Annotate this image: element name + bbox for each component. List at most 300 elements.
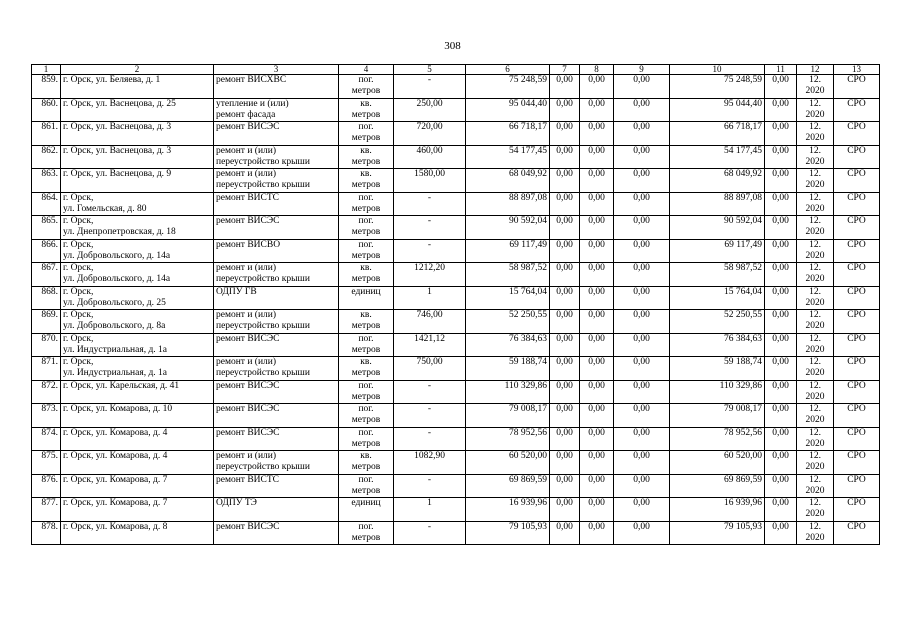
row-number-cell: 861. <box>32 122 61 146</box>
address-cell <box>61 286 214 310</box>
row-number-cell: 864. <box>32 192 61 216</box>
cost-cell: 75 248,59 <box>466 75 550 99</box>
cell-line: ул. Индустриальная, д. 1а <box>63 368 168 378</box>
total-cost-cell: 15 764,04 <box>670 286 765 310</box>
value-cell: 0,00 <box>580 216 614 240</box>
unit-cell <box>339 192 394 216</box>
value-cell: 0,00 <box>550 404 580 428</box>
cell-line: 12. <box>809 451 821 461</box>
cell-line: ремонт и (или) <box>216 357 277 367</box>
value-cell: 0,00 <box>580 310 614 334</box>
cell-line: ремонт и (или) <box>216 145 277 156</box>
cell-line: 2020 <box>805 109 825 120</box>
value-cell: 0,00 <box>765 169 797 193</box>
capital-repair-table <box>31 64 880 545</box>
volume-cell: - <box>394 404 466 428</box>
method-cell: СРО <box>834 498 880 522</box>
value-cell: 0,00 <box>765 75 797 99</box>
work-type-cell <box>214 145 339 169</box>
total-cost-cell: 16 939,96 <box>670 498 765 522</box>
row-number-cell: 868. <box>32 286 61 310</box>
cell-line: ремонт ВИСЭС <box>216 216 280 226</box>
value-cell: 0,00 <box>580 521 614 545</box>
address-cell <box>61 333 214 357</box>
value-cell: 0,00 <box>614 239 670 263</box>
cell-line: ремонт ВИСЭС <box>216 427 280 438</box>
cell-line: метров <box>351 485 381 496</box>
cell-line: г. Орск, <box>63 333 94 344</box>
cell-line: 2020 <box>805 344 825 355</box>
cost-cell: 54 177,45 <box>466 145 550 169</box>
row-number-cell: 872. <box>32 380 61 404</box>
table-row <box>32 380 880 404</box>
method-cell: СРО <box>834 75 880 99</box>
cell-line: 2020 <box>805 156 825 167</box>
value-cell: 0,00 <box>614 521 670 545</box>
term-cell <box>797 216 834 240</box>
unit-cell <box>339 310 394 334</box>
cell-line: пог. <box>358 192 374 203</box>
volume-cell: 1 <box>394 498 466 522</box>
work-type-cell <box>214 75 339 99</box>
cell-line: 12. <box>809 98 821 109</box>
unit-cell <box>339 380 394 404</box>
cell-line: метров <box>351 532 381 543</box>
cell-line: метров <box>351 203 381 214</box>
term-cell <box>797 310 834 334</box>
term-cell <box>797 474 834 498</box>
value-cell: 0,00 <box>614 122 670 146</box>
value-cell: 0,00 <box>580 192 614 216</box>
value-cell: 0,00 <box>765 451 797 475</box>
volume-cell: 750,00 <box>394 357 466 381</box>
cell-line: 2020 <box>805 415 825 425</box>
cell-line: кв. <box>360 98 372 109</box>
cell-line: г. Орск, <box>63 192 94 203</box>
work-type-cell <box>214 192 339 216</box>
cell-line: 12. <box>809 310 821 320</box>
volume-cell: - <box>394 75 466 99</box>
cell-line: метров <box>351 133 381 143</box>
cell-line: пог. <box>358 216 374 226</box>
cell-line: метров <box>351 274 381 284</box>
term-cell <box>797 451 834 475</box>
cell-line: ремонт ВИСТС <box>216 192 280 203</box>
cell-line: 12. <box>809 169 821 179</box>
cell-line: пог. <box>358 380 374 391</box>
value-cell: 0,00 <box>765 427 797 451</box>
cell-line: 12. <box>809 498 821 508</box>
total-cost-cell: 90 592,04 <box>670 216 765 240</box>
unit-cell <box>339 521 394 545</box>
method-cell: СРО <box>834 122 880 146</box>
cost-cell: 95 044,40 <box>466 98 550 122</box>
row-number-cell: 869. <box>32 310 61 334</box>
volume-cell: 1421,12 <box>394 333 466 357</box>
work-type-cell <box>214 310 339 334</box>
total-cost-cell: 60 520,00 <box>670 451 765 475</box>
table-row <box>32 169 880 193</box>
cell-line: г. Орск, <box>63 239 94 250</box>
total-cost-cell: 69 117,49 <box>670 239 765 263</box>
cell-line: г. Орск, ул. Васнецова, д. 3 <box>63 122 172 132</box>
row-number-cell: 878. <box>32 521 61 545</box>
cell-line: 2020 <box>805 462 825 472</box>
cell-line: ремонт и (или) <box>216 263 277 273</box>
value-cell: 0,00 <box>580 498 614 522</box>
cell-line: метров <box>351 368 381 378</box>
term-cell <box>797 333 834 357</box>
cell-line: метров <box>351 109 381 120</box>
cell-line: 12. <box>809 145 821 156</box>
volume-cell: 1580,00 <box>394 169 466 193</box>
cell-line: ремонт ВИСЭС <box>216 521 280 532</box>
cost-cell: 15 764,04 <box>466 286 550 310</box>
cell-line: 2020 <box>805 133 825 143</box>
value-cell: 0,00 <box>580 357 614 381</box>
value-cell: 0,00 <box>765 216 797 240</box>
cost-cell: 52 250,55 <box>466 310 550 334</box>
cost-cell: 69 869,59 <box>466 474 550 498</box>
address-cell <box>61 216 214 240</box>
table-row <box>32 145 880 169</box>
header-row <box>32 65 880 75</box>
cell-line: пог. <box>358 474 374 485</box>
work-type-cell <box>214 122 339 146</box>
cell-line: 2020 <box>805 532 825 543</box>
cell-line: кв. <box>360 451 372 461</box>
cell-line: 12. <box>809 75 821 85</box>
cell-line: кв. <box>360 169 372 179</box>
method-cell: СРО <box>834 216 880 240</box>
cell-line: кв. <box>360 263 372 273</box>
volume-cell: - <box>394 521 466 545</box>
cell-line: ремонт ВИСВО <box>216 239 281 250</box>
cost-cell: 59 188,74 <box>466 357 550 381</box>
address-cell <box>61 239 214 263</box>
cell-line: 2020 <box>805 321 825 331</box>
value-cell: 0,00 <box>550 263 580 287</box>
address-cell <box>61 380 214 404</box>
table-row <box>32 239 880 263</box>
unit-cell <box>339 451 394 475</box>
value-cell: 0,00 <box>614 192 670 216</box>
total-cost-cell: 88 897,08 <box>670 192 765 216</box>
cell-line: 2020 <box>805 250 825 261</box>
value-cell: 0,00 <box>550 451 580 475</box>
cell-line: метров <box>351 344 381 355</box>
value-cell: 0,00 <box>765 310 797 334</box>
cell-line: 2020 <box>805 438 825 449</box>
value-cell: 0,00 <box>614 498 670 522</box>
cell-line: ул. Днепропетровская, д. 18 <box>63 227 176 237</box>
method-cell: СРО <box>834 145 880 169</box>
cell-line: ул. Индустриальная, д. 1а <box>63 344 168 355</box>
value-cell: 0,00 <box>580 451 614 475</box>
method-cell: СРО <box>834 286 880 310</box>
cell-line: пог. <box>358 427 374 438</box>
volume-cell: 250,00 <box>394 98 466 122</box>
total-cost-cell: 52 250,55 <box>670 310 765 334</box>
cell-line: 2020 <box>805 180 825 190</box>
volume-cell: - <box>394 216 466 240</box>
cell-line: кв. <box>360 357 372 367</box>
cell-line: ремонт фасада <box>216 109 276 120</box>
term-cell <box>797 122 834 146</box>
cell-line: метров <box>351 180 381 190</box>
value-cell: 0,00 <box>550 192 580 216</box>
cell-line: ул. Добровольского, д. 14а <box>63 250 171 261</box>
volume-cell: 1082,90 <box>394 451 466 475</box>
unit-cell <box>339 169 394 193</box>
work-type-cell <box>214 263 339 287</box>
value-cell: 0,00 <box>550 122 580 146</box>
work-type-cell <box>214 404 339 428</box>
term-cell <box>797 263 834 287</box>
row-number-cell: 875. <box>32 451 61 475</box>
cost-cell: 66 718,17 <box>466 122 550 146</box>
cell-line: 12. <box>809 357 821 367</box>
value-cell: 0,00 <box>614 357 670 381</box>
address-cell <box>61 404 214 428</box>
table-row <box>32 521 880 545</box>
work-type-cell <box>214 239 339 263</box>
term-cell <box>797 357 834 381</box>
value-cell: 0,00 <box>614 310 670 334</box>
term-cell <box>797 75 834 99</box>
cell-line: г. Орск, ул. Васнецова, д. 3 <box>63 145 172 156</box>
cost-cell: 78 952,56 <box>466 427 550 451</box>
row-number-cell: 863. <box>32 169 61 193</box>
method-cell: СРО <box>834 310 880 334</box>
term-cell <box>797 286 834 310</box>
value-cell: 0,00 <box>765 239 797 263</box>
value-cell: 0,00 <box>550 145 580 169</box>
table-row <box>32 216 880 240</box>
cell-line: г. Орск, <box>63 310 94 320</box>
column-header: 5 <box>394 65 466 75</box>
value-cell: 0,00 <box>550 521 580 545</box>
table-row <box>32 357 880 381</box>
method-cell: СРО <box>834 263 880 287</box>
value-cell: 0,00 <box>550 216 580 240</box>
unit-cell <box>339 145 394 169</box>
value-cell: 0,00 <box>550 286 580 310</box>
term-cell <box>797 427 834 451</box>
column-header: 10 <box>670 65 765 75</box>
value-cell: 0,00 <box>550 239 580 263</box>
volume-cell: - <box>394 474 466 498</box>
total-cost-cell: 79 105,93 <box>670 521 765 545</box>
value-cell: 0,00 <box>580 122 614 146</box>
column-header: 8 <box>580 65 614 75</box>
cell-line: 12. <box>809 192 821 203</box>
unit-cell <box>339 122 394 146</box>
value-cell: 0,00 <box>550 333 580 357</box>
total-cost-cell: 68 049,92 <box>670 169 765 193</box>
cell-line: г. Орск, <box>63 357 94 367</box>
total-cost-cell: 95 044,40 <box>670 98 765 122</box>
method-cell: СРО <box>834 451 880 475</box>
term-cell <box>797 498 834 522</box>
term-cell <box>797 98 834 122</box>
cell-line: 12. <box>809 333 821 344</box>
cell-line: 2020 <box>805 485 825 496</box>
cell-line: 12. <box>809 380 821 391</box>
row-number-cell: 867. <box>32 263 61 287</box>
cell-line: 12. <box>809 122 821 132</box>
cell-line: метров <box>351 462 381 472</box>
table-row <box>32 98 880 122</box>
cell-line: переустройство крыши <box>216 156 310 167</box>
volume-cell: - <box>394 427 466 451</box>
table-row <box>32 474 880 498</box>
value-cell: 0,00 <box>550 310 580 334</box>
term-cell <box>797 239 834 263</box>
cell-line: ремонт ВИСХВС <box>216 75 287 85</box>
table-row <box>32 498 880 522</box>
row-number-cell: 859. <box>32 75 61 99</box>
cell-line: метров <box>351 86 381 96</box>
column-header: 13 <box>834 65 880 75</box>
cell-line: ул. Добровольского, д. 14а <box>63 274 171 284</box>
address-cell <box>61 474 214 498</box>
value-cell: 0,00 <box>765 474 797 498</box>
cell-line: метров <box>351 250 381 261</box>
cell-line: ремонт ВИСЭС <box>216 122 280 132</box>
table-row <box>32 404 880 428</box>
value-cell: 0,00 <box>580 239 614 263</box>
unit-cell <box>339 333 394 357</box>
value-cell: 0,00 <box>765 286 797 310</box>
total-cost-cell: 110 329,86 <box>670 380 765 404</box>
unit-cell <box>339 263 394 287</box>
address-cell <box>61 98 214 122</box>
cost-cell: 69 117,49 <box>466 239 550 263</box>
term-cell <box>797 169 834 193</box>
address-cell <box>61 427 214 451</box>
total-cost-cell: 78 952,56 <box>670 427 765 451</box>
total-cost-cell: 58 987,52 <box>670 263 765 287</box>
value-cell: 0,00 <box>614 451 670 475</box>
work-type-cell <box>214 216 339 240</box>
column-header: 11 <box>765 65 797 75</box>
unit-cell <box>339 216 394 240</box>
value-cell: 0,00 <box>614 474 670 498</box>
address-cell <box>61 521 214 545</box>
cell-line: метров <box>351 227 381 237</box>
row-number-cell: 871. <box>32 357 61 381</box>
work-type-cell <box>214 380 339 404</box>
value-cell: 0,00 <box>765 98 797 122</box>
cell-line: 12. <box>809 216 821 226</box>
unit-cell <box>339 286 394 310</box>
address-cell <box>61 263 214 287</box>
cell-line: 2020 <box>805 203 825 214</box>
value-cell: 0,00 <box>550 357 580 381</box>
cell-line: 12. <box>809 263 821 273</box>
cell-line: 12. <box>809 427 821 438</box>
cell-line: пог. <box>358 122 374 132</box>
cell-line: переустройство крыши <box>216 180 310 190</box>
method-cell: СРО <box>834 239 880 263</box>
unit-cell <box>339 427 394 451</box>
value-cell: 0,00 <box>765 521 797 545</box>
work-type-cell <box>214 357 339 381</box>
row-number-cell: 876. <box>32 474 61 498</box>
volume-cell: 720,00 <box>394 122 466 146</box>
column-header: 3 <box>214 65 339 75</box>
total-cost-cell: 66 718,17 <box>670 122 765 146</box>
row-number-cell: 874. <box>32 427 61 451</box>
table-row <box>32 286 880 310</box>
cell-line: ул. Гомельская, д. 80 <box>63 203 147 214</box>
row-number-cell: 866. <box>32 239 61 263</box>
value-cell: 0,00 <box>580 169 614 193</box>
cell-line: 12. <box>809 239 821 250</box>
column-header: 7 <box>550 65 580 75</box>
cell-line: ремонт ВИСТС <box>216 474 280 485</box>
address-cell <box>61 122 214 146</box>
work-type-cell <box>214 451 339 475</box>
cell-line: 12. <box>809 521 821 532</box>
term-cell <box>797 145 834 169</box>
page-number: 308 <box>444 40 461 52</box>
cell-line: г. Орск, ул. Комарова, д. 4 <box>63 427 168 438</box>
cell-line: 2020 <box>805 86 825 96</box>
total-cost-cell: 79 008,17 <box>670 404 765 428</box>
method-cell: СРО <box>834 380 880 404</box>
volume-cell: 746,00 <box>394 310 466 334</box>
table-row <box>32 427 880 451</box>
cell-line: метров <box>351 321 381 331</box>
value-cell: 0,00 <box>614 216 670 240</box>
cell-line: г. Орск, ул. Комарова, д. 7 <box>63 474 168 485</box>
cell-line: переустройство крыши <box>216 462 310 472</box>
table-row <box>32 451 880 475</box>
value-cell: 0,00 <box>765 122 797 146</box>
unit-cell <box>339 404 394 428</box>
row-number-cell: 860. <box>32 98 61 122</box>
total-cost-cell: 54 177,45 <box>670 145 765 169</box>
cell-line: г. Орск, ул. Комарова, д. 7 <box>63 498 168 508</box>
work-type-cell <box>214 474 339 498</box>
table-row <box>32 122 880 146</box>
value-cell: 0,00 <box>765 263 797 287</box>
cell-line: кв. <box>360 310 372 320</box>
cell-line: г. Орск, ул. Васнецова, д. 9 <box>63 169 172 179</box>
column-header: 9 <box>614 65 670 75</box>
value-cell: 0,00 <box>765 498 797 522</box>
cost-cell: 76 384,63 <box>466 333 550 357</box>
row-number-cell: 865. <box>32 216 61 240</box>
cost-cell: 110 329,86 <box>466 380 550 404</box>
cell-line: переустройство крыши <box>216 368 310 378</box>
cell-line: г. Орск, ул. Комарова, д. 4 <box>63 451 168 461</box>
cost-cell: 60 520,00 <box>466 451 550 475</box>
work-type-cell <box>214 498 339 522</box>
cell-line: метров <box>351 415 381 425</box>
cell-line: 12. <box>809 286 821 297</box>
table-body <box>32 75 880 545</box>
term-cell <box>797 380 834 404</box>
value-cell: 0,00 <box>580 263 614 287</box>
value-cell: 0,00 <box>550 169 580 193</box>
address-cell <box>61 357 214 381</box>
cell-line: ремонт и (или) <box>216 451 277 461</box>
row-number-cell: 862. <box>32 145 61 169</box>
method-cell: СРО <box>834 521 880 545</box>
